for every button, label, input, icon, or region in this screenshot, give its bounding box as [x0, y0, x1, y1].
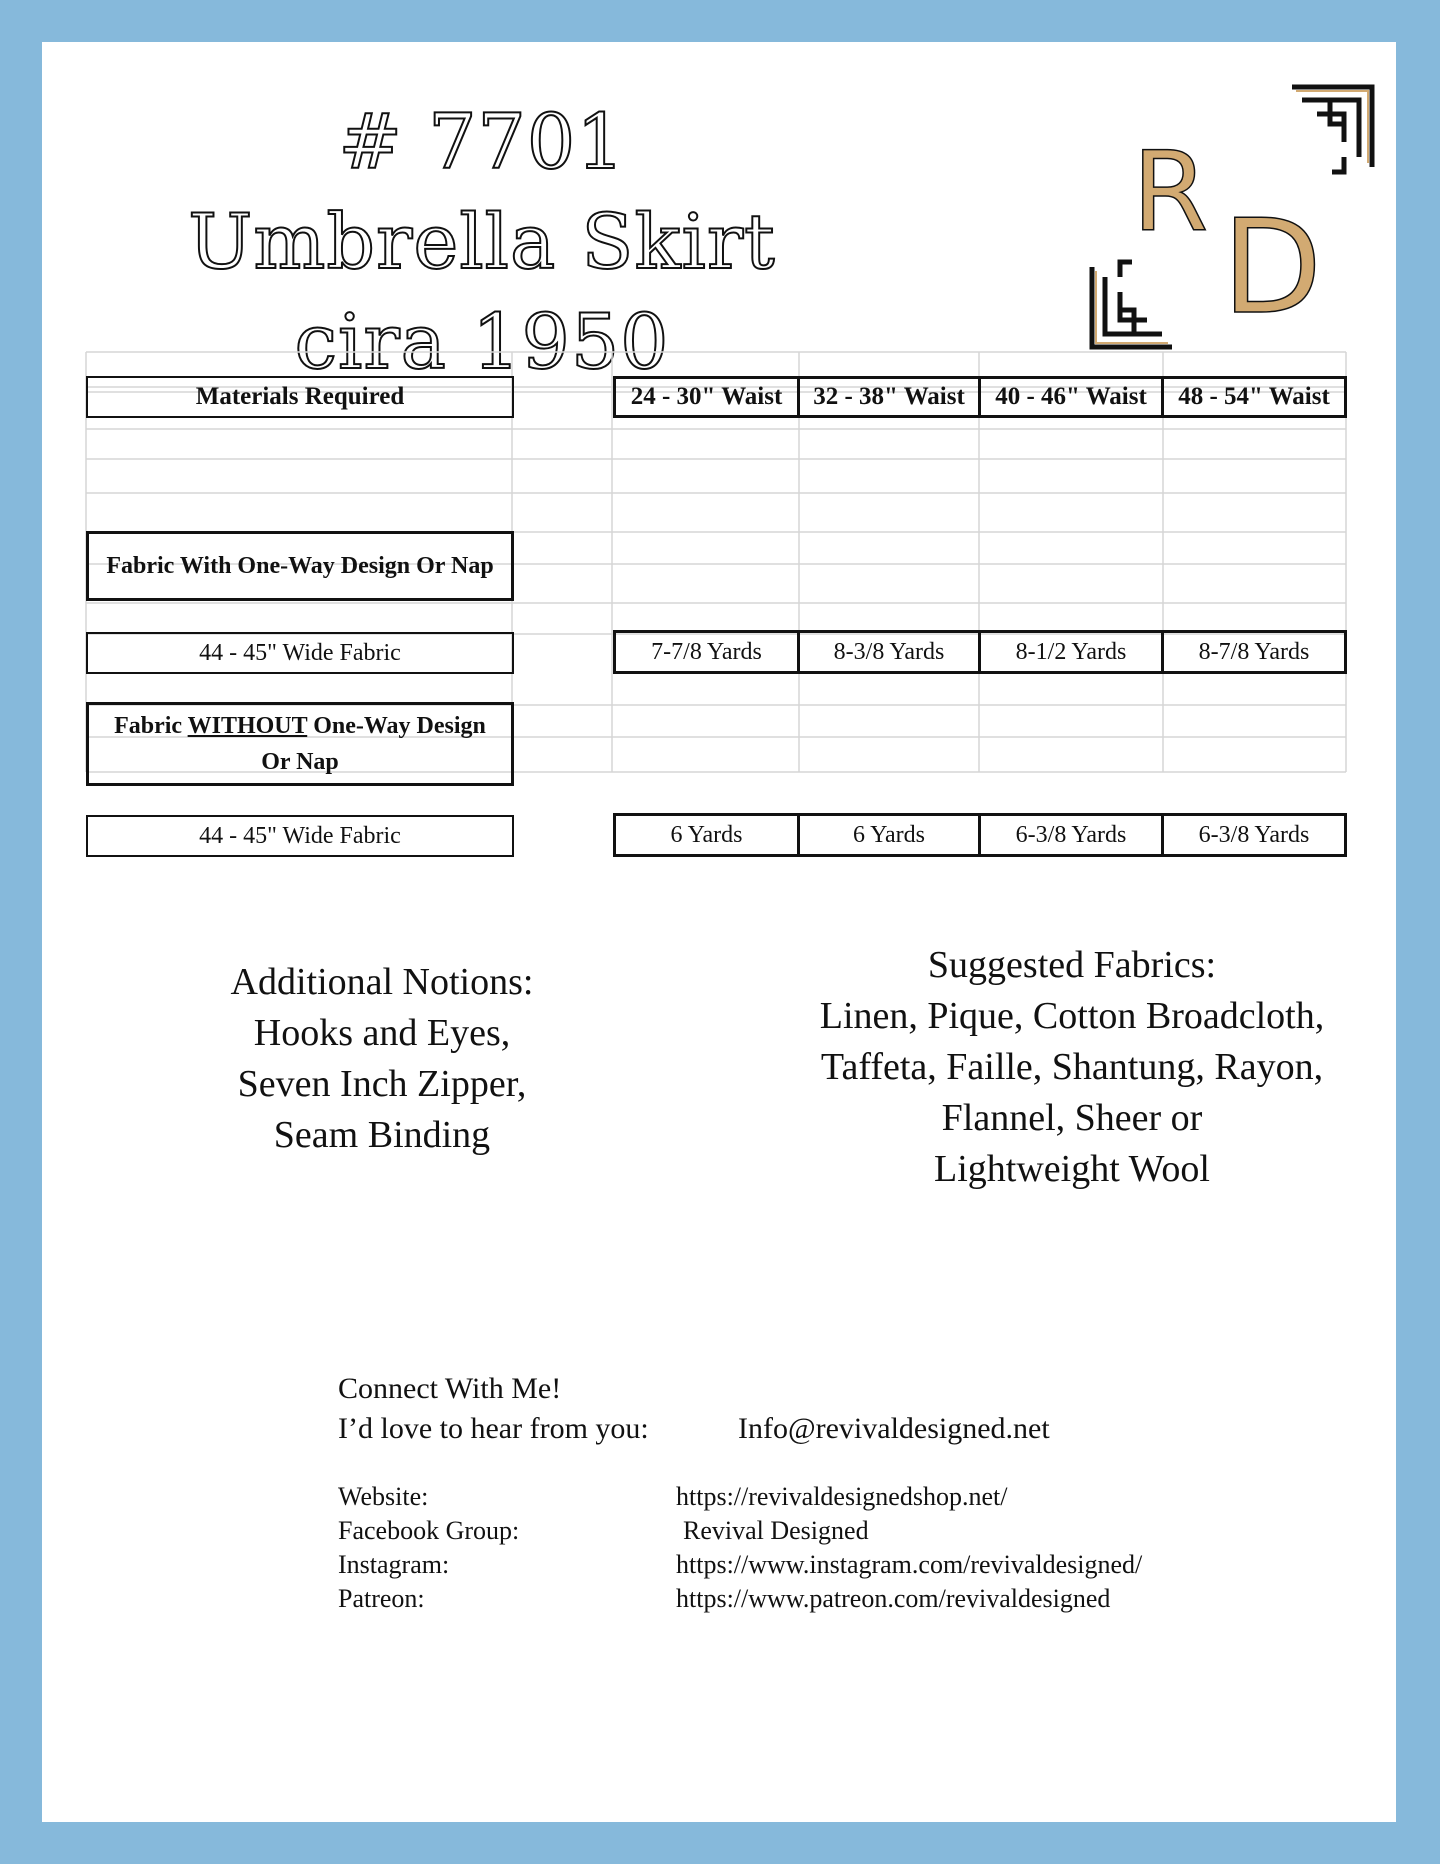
contact-invite: I’d love to hear from you: [338, 1412, 649, 1445]
size-header-1: 24 - 30" Waist [613, 376, 800, 418]
size-header-2: 32 - 38" Waist [797, 376, 981, 418]
facebook-label: Facebook Group: [338, 1516, 520, 1545]
pattern-era: cira 1950 [294, 297, 670, 386]
website-link[interactable]: https://revivaldesignedshop.net/ [676, 1482, 1008, 1511]
pattern-number: # 7701 [338, 97, 626, 186]
contact-heading: Connect With Me! [338, 1372, 562, 1405]
section2-yardage-2: 6 Yards [797, 813, 981, 857]
patreon-label: Patreon: [338, 1584, 425, 1613]
section1-yardage-4: 8-7/8 Yards [1161, 630, 1347, 674]
section2-yardage-1: 6 Yards [613, 813, 800, 857]
size-header-4: 48 - 54" Waist [1161, 376, 1347, 418]
instagram-link[interactable]: https://www.instagram.com/revivaldesigned/ [676, 1550, 1143, 1579]
notions-line: Hooks and Eyes, [253, 1012, 511, 1054]
size-header-3: 40 - 46" Waist [978, 376, 1164, 418]
suggested-fabrics [762, 940, 1382, 1195]
notions-heading: Additional Notions: [230, 961, 534, 1003]
section1-yardage-1: 7-7/8 Yards [613, 630, 800, 674]
page [42, 42, 1396, 1822]
fabrics-line: Lightweight Wool [934, 1148, 1210, 1190]
notions-line: Seven Inch Zipper, [237, 1063, 527, 1105]
instagram-label: Instagram: [338, 1550, 450, 1579]
section2-yardage-4: 6-3/8 Yards [1161, 813, 1347, 857]
contact-email-link[interactable]: Info@revivaldesigned.net [738, 1412, 1050, 1445]
materials-table-grid [42, 42, 1396, 942]
patreon-link[interactable]: https://www.patreon.com/revivaldesigned [676, 1584, 1111, 1613]
pattern-name: Umbrella Skirt [188, 197, 776, 286]
fabrics-line: Flannel, Sheer or [941, 1097, 1203, 1139]
materials-header: Materials Required [86, 376, 514, 418]
fabrics-line: Linen, Pique, Cotton Broadcloth, [819, 995, 1325, 1037]
section2-yardage-3: 6-3/8 Yards [978, 813, 1164, 857]
logo-letter-d: D [1222, 191, 1323, 343]
fabrics-line: Taffeta, Faille, Shantung, Rayon, [820, 1046, 1324, 1088]
logo-letter-r: R [1132, 128, 1209, 256]
facebook-link[interactable]: Revival Designed [683, 1516, 869, 1545]
notions-line: Seam Binding [273, 1114, 491, 1156]
additional-notions [182, 957, 582, 1161]
website-label: Website: [338, 1482, 429, 1511]
section-label-one-way: Fabric With One-Way Design Or Nap [86, 531, 514, 601]
without-emphasis: WITHOUT [187, 713, 308, 739]
section1-yardage-3: 8-1/2 Yards [978, 630, 1164, 674]
fabrics-heading: Suggested Fabrics: [927, 944, 1217, 986]
section1-yardage-2: 8-3/8 Yards [797, 630, 981, 674]
section2-fabric-width: 44 - 45" Wide Fabric [86, 815, 514, 857]
section1-fabric-width: 44 - 45" Wide Fabric [86, 632, 514, 674]
section-label-without-one-way: Fabric WITHOUT One-Way Design Or Nap [86, 702, 514, 786]
